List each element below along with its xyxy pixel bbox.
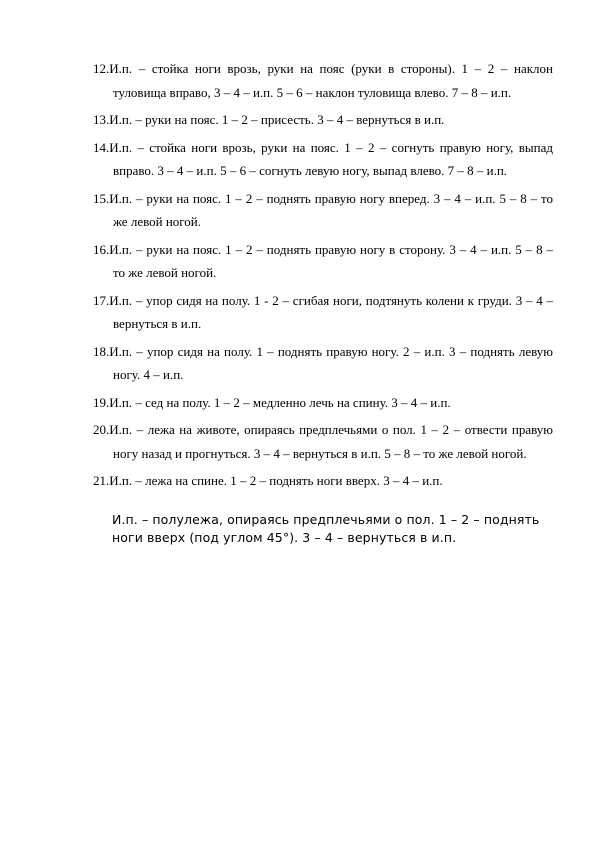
exercise-item-20: 20.И.п. – лежа на животе, опираясь предплечьями о пол. 1 – 2 – отвести правую ногу назад и прогнуться. 3 – 4 – вернуться в и.п. 5 – 8 – то же левой ногой. bbox=[93, 422, 553, 461]
exercise-item-14: 14.И.п. – стойка ноги врозь, руки на пояс. 1 – 2 – согнуть правую ногу, выпад вправо. 3 – 4 – и.п. 5 – 6 – согнуть левую ногу, выпад влево. 7 – 8 – и.п. bbox=[93, 139, 553, 178]
exercise-item-15: 15.И.п. – руки на пояс. 1 – 2 – поднять правую ногу вперед. 3 – 4 – и.п. 5 – 8 – то же левой ногой. bbox=[93, 190, 553, 229]
exercise-item-17: 17.И.п. – упор сидя на полу. 1 - 2 – сгибая ноги, подтянуть колени к груди. 3 – 4 – вернуться в и.п. bbox=[93, 292, 553, 331]
exercise-item-18: 18.И.п. – упор сидя на полу. 1 – поднять правую ногу. 2 – и.п. 3 – поднять левую ногу. 4 – и.п. bbox=[93, 343, 553, 382]
exercise-item-16: 16.И.п. – руки на пояс. 1 – 2 – поднять правую ногу в сторону. 3 – 4 – и.п. 5 – 8 – то же левой ногой. bbox=[93, 241, 553, 280]
exercise-item-13: 13.И.п. – руки на пояс. 1 – 2 – присесть. 3 – 4 – вернуться в и.п. bbox=[93, 112, 445, 127]
extra-exercise-text: И.п. – полулежа, опираясь предплечьями о пол. 1 – 2 – поднять ноги вверх (под углом 45°). 3 – 4 – вернуться в и.п. bbox=[112, 512, 540, 545]
exercise-item-21: 21.И.п. – лежа на спине. 1 – 2 – поднять ноги вверх. 3 – 4 – и.п. bbox=[93, 473, 443, 488]
exercise-item-12: 12.И.п. – стойка ноги врозь, руки на пояс (руки в стороны). 1 – 2 – наклон туловища вправо, 3 – 4 – и.п. 5 – 6 – наклон туловища влево. 7 – 8 – и.п. bbox=[93, 61, 553, 100]
exercise-item-19: 19.И.п. – сед на полу. 1 – 2 – медленно лечь на спину. 3 – 4 – и.п. bbox=[93, 394, 451, 410]
exercise-list bbox=[93, 57, 553, 497]
